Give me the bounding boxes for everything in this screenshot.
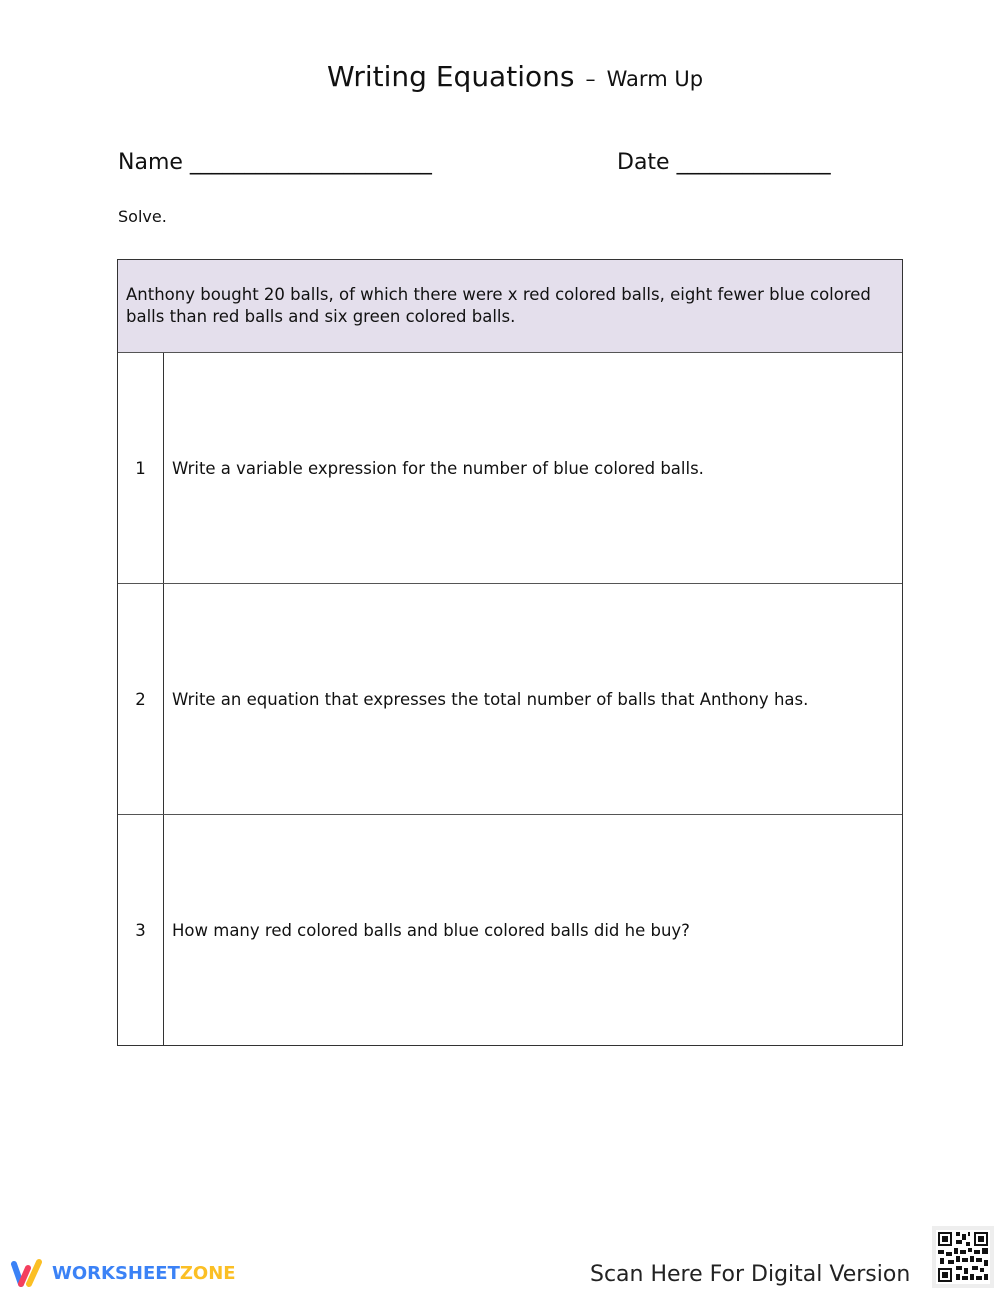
- question-number: 3: [118, 815, 164, 1045]
- question-row: [118, 353, 902, 584]
- qr-code-icon[interactable]: [932, 1226, 994, 1288]
- question-number: 1: [118, 353, 164, 583]
- question-label: Write a variable expression for the number of blue colored balls.: [172, 458, 704, 478]
- question-text[interactable]: [164, 584, 902, 814]
- worksheetzone-logo[interactable]: [10, 1258, 236, 1288]
- worksheet-title: [0, 60, 1000, 93]
- passage-text: Anthony bought 20 balls, of which there were x red colored balls, eight fewer blue colored balls than red balls and six green colored balls.: [126, 285, 871, 326]
- brand-worksheet: WORKSHEET: [52, 1262, 180, 1284]
- problem-passage: [118, 260, 902, 353]
- date-field[interactable]: [617, 150, 831, 175]
- question-label: Write an equation that expresses the total number of balls that Anthony has.: [172, 689, 809, 709]
- question-table: [117, 259, 903, 1046]
- question-number: 2: [118, 584, 164, 814]
- question-label: How many red colored balls and blue colored balls did he buy?: [172, 920, 690, 940]
- name-blank[interactable]: ______________________: [189, 150, 432, 175]
- scan-text: Scan Here For Digital Version: [590, 1262, 911, 1287]
- name-label: Name: [118, 150, 183, 175]
- instruction: Solve.: [118, 207, 167, 226]
- question-row: [118, 584, 902, 815]
- question-text[interactable]: [164, 815, 902, 1045]
- title-subtitle: Warm Up: [606, 67, 704, 91]
- date-blank[interactable]: ______________: [676, 150, 831, 175]
- logo-w-icon: [10, 1258, 46, 1288]
- question-row: [118, 815, 902, 1045]
- name-field[interactable]: [118, 150, 432, 175]
- brand-zone: ZONE: [179, 1262, 236, 1284]
- title-separator: –: [585, 67, 596, 91]
- date-label: Date: [617, 150, 670, 175]
- question-text[interactable]: [164, 353, 902, 583]
- title-main: Writing Equations: [326, 60, 575, 93]
